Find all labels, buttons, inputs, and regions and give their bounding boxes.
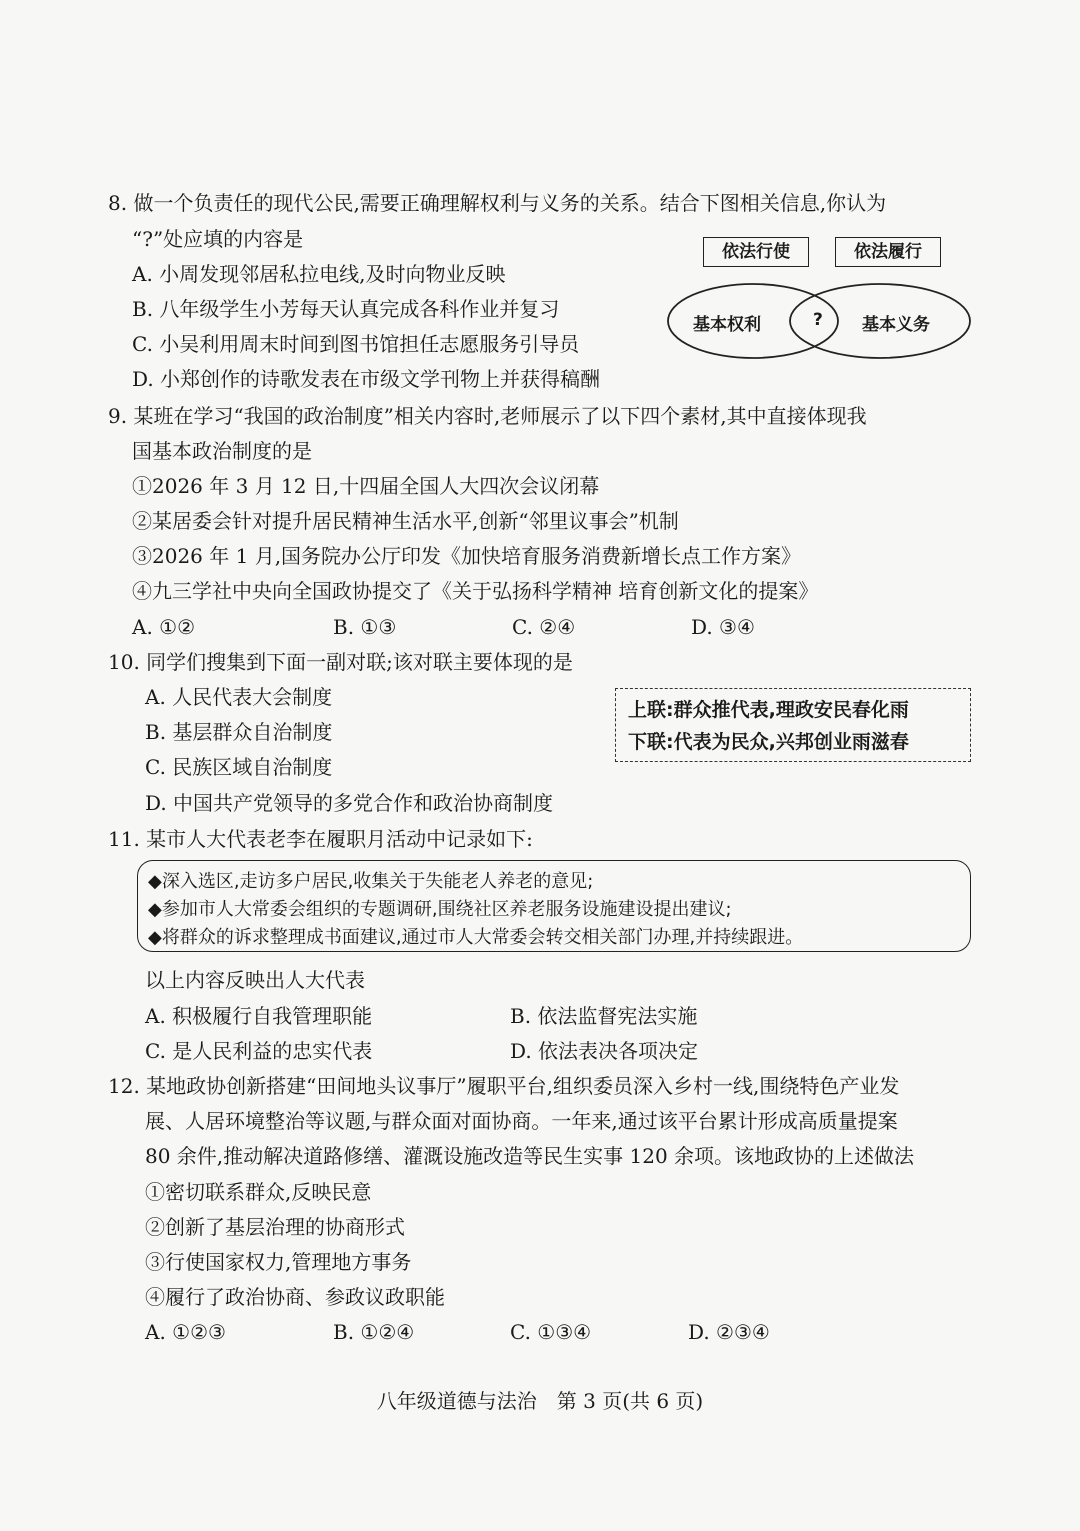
venn-label-rights: 基本权利 [693,315,761,335]
q10-couplet-box [615,688,971,762]
venn-label-duties: 基本义务 [862,315,930,335]
q9-option-a: A. ①② [132,615,196,639]
venn-label-question: ? [813,310,823,330]
q9-item-3: ③2026 年 1 月,国务院办公厅印发《加快培育服务消费新增长点工作方案》 [132,544,802,568]
q10-stem: 10. 同学们搜集到下面一副对联;该对联主要体现的是 [108,650,573,674]
q8-option-a: A. 小周发现邻居私拉电线,及时向物业反映 [132,262,506,286]
q9-item-2: ②某居委会针对提升居民精神生活水平,创新“邻里议事会”机制 [132,509,679,533]
q10-option-d: D. 中国共产党领导的多党合作和政治协商制度 [145,791,554,815]
q8-stem-line2: “?”处应填的内容是 [132,227,304,251]
q11-record-3: ◆将群众的诉求整理成书面建议,通过市人大常委会转交相关部门办理,并持续跟进。 [148,927,804,948]
q12-option-a: A. ①②③ [145,1320,226,1344]
q9-stem-line1: 9. 某班在学习“我国的政治制度”相关内容时,老师展示了以下四个素材,其中直接体现我 [108,404,867,428]
q12-stem-line3: 80 余件,推动解决道路修缮、灌溉设施改造等民生实事 120 余项。该地政协的上述做法 [145,1144,915,1168]
q8-option-c: C. 小吴利用周末时间到图书馆担任志愿服务引导员 [132,332,580,356]
couplet-upper: 上联:群众推代表,理政安民春化雨 [628,699,909,721]
q8-stem-line1: 8. 做一个负责任的现代公民,需要正确理解权利与义务的关系。结合下图相关信息,你认为 [108,191,887,215]
q11-option-c: C. 是人民利益的忠实代表 [145,1039,373,1063]
q12-option-d: D. ②③④ [688,1320,770,1344]
q10-option-a: A. 人民代表大会制度 [145,685,333,709]
q11-option-d: D. 依法表决各项决定 [510,1039,699,1063]
q11-record-1: ◆深入选区,走访多户居民,收集关于失能老人养老的意见; [148,871,594,892]
q12-option-c: C. ①③④ [510,1320,592,1344]
q9-item-4: ④九三学社中央向全国政协提交了《关于弘扬科学精神 培育创新文化的提案》 [132,579,819,603]
q12-item-4: ④履行了政治协商、参政议政职能 [145,1285,445,1309]
q10-option-c: C. 民族区域自治制度 [145,755,333,779]
q12-option-b: B. ①②④ [333,1320,415,1344]
q11-prompt: 以上内容反映出人大代表 [145,968,365,992]
q9-option-b: B. ①③ [333,615,397,639]
diagram-box-fulfill: 依法履行 [835,237,941,267]
page-footer: 八年级道德与法治 第 3 页(共 6 页) [376,1389,704,1413]
q11-record-box [137,860,971,952]
q8-option-d: D. 小郑创作的诗歌发表在市级文学刊物上并获得稿酬 [132,367,601,391]
q12-item-2: ②创新了基层治理的协商形式 [145,1215,405,1239]
q11-stem: 11. 某市人大代表老李在履职月活动中记录如下: [108,827,533,851]
q9-stem-line2: 国基本政治制度的是 [132,439,312,463]
q9-option-d: D. ③④ [691,615,755,639]
couplet-lower: 下联:代表为民众,兴邦创业雨滋春 [628,731,909,753]
q9-option-c: C. ②④ [512,615,576,639]
q11-option-b: B. 依法监督宪法实施 [510,1004,698,1028]
diagram-box-exercise: 依法行使 [703,237,809,267]
q8-option-b: B. 八年级学生小芳每天认真完成各科作业并复习 [132,297,560,321]
q12-stem-line1: 12. 某地政协创新搭建“田间地头议事厅”履职平台,组织委员深入乡村一线,围绕特色产业发 [108,1074,900,1098]
q11-record-2: ◆参加市人大常委会组织的专题调研,围绕社区养老服务设施建设提出建议; [148,899,732,920]
q11-option-a: A. 积极履行自我管理职能 [145,1004,373,1028]
q12-item-3: ③行使国家权力,管理地方事务 [145,1250,412,1274]
q12-item-1: ①密切联系群众,反映民意 [145,1180,372,1204]
q9-item-1: ①2026 年 3 月 12 日,十四届全国人大四次会议闭幕 [132,474,600,498]
q10-option-b: B. 基层群众自治制度 [145,720,333,744]
q12-stem-line2: 展、人居环境整治等议题,与群众面对面协商。一年来,通过该平台累计形成高质量提案 [145,1109,898,1133]
